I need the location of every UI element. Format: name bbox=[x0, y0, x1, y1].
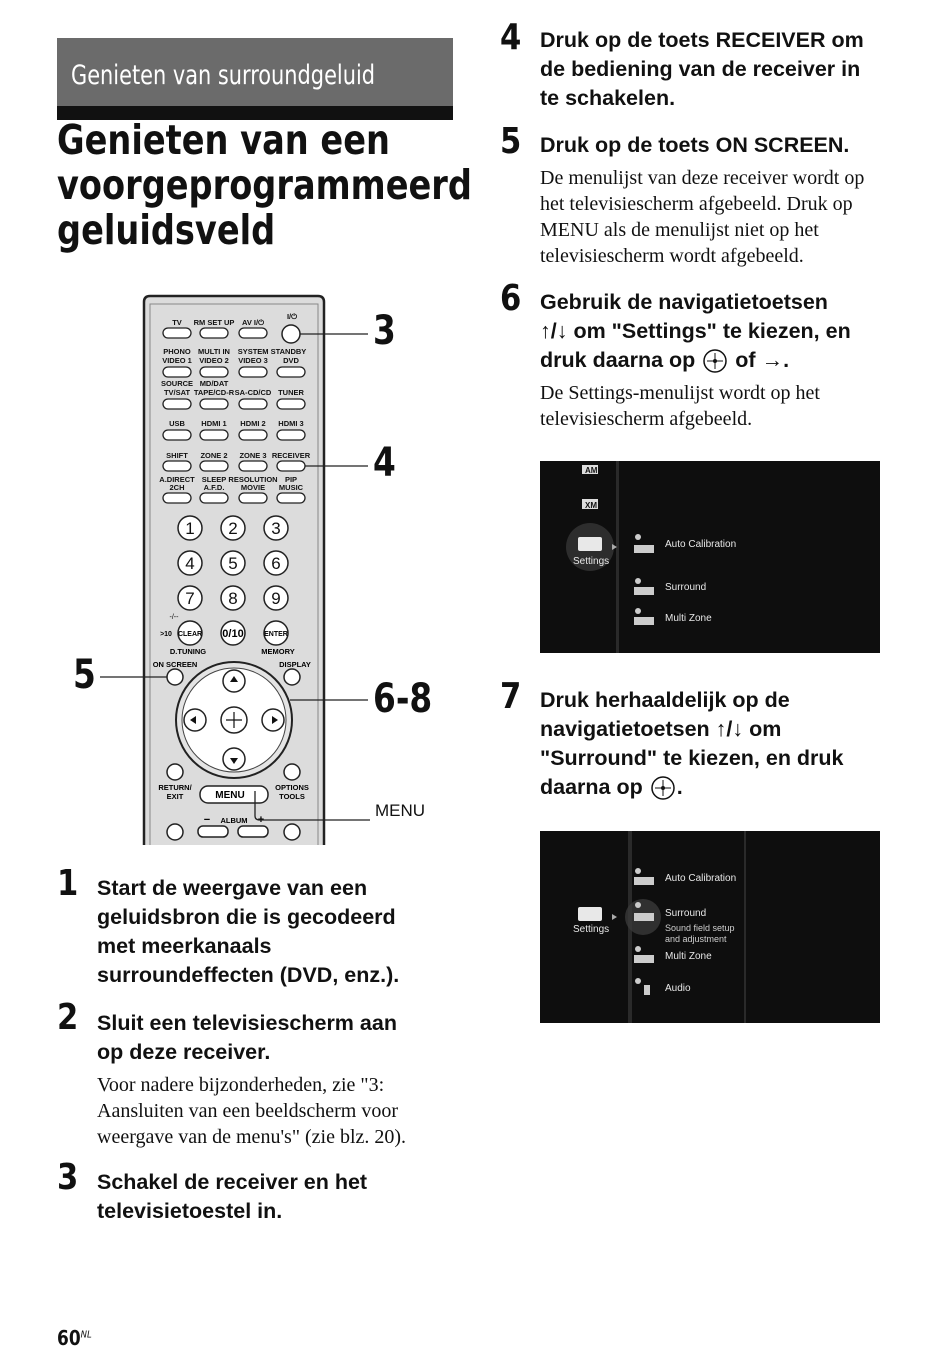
display-button bbox=[284, 669, 300, 685]
screen1-settings-label: Settings bbox=[573, 556, 610, 567]
remote-label-tvsat: TV/SAT bbox=[163, 388, 191, 397]
step-7-line: Druk herhaaldelijk op de bbox=[540, 688, 790, 712]
remote-label-exit: EXIT bbox=[166, 792, 184, 801]
multi-zone-icon bbox=[634, 617, 654, 625]
step-1-line: surroundeffecten (DVD, enz.). bbox=[97, 963, 400, 987]
remote-label-options: OPTIONS bbox=[275, 783, 309, 792]
screen1-xm-label: XM bbox=[585, 501, 597, 510]
remote-label-hdmi2: HDMI 2 bbox=[240, 419, 266, 428]
screen2-surround-description bbox=[665, 923, 735, 945]
digit-8: 8 bbox=[228, 589, 238, 608]
remote-label-display: DISPLAY bbox=[279, 660, 311, 669]
return-button bbox=[167, 764, 183, 780]
remote-label-tuner: TUNER bbox=[278, 388, 304, 397]
remote-label-dvd: DVD bbox=[283, 356, 299, 365]
auto-calibration-icon bbox=[634, 545, 654, 553]
step-2-body-line: Aansluiten van een beeldscherm voor bbox=[97, 1100, 399, 1122]
remote-label-gt10: >10 bbox=[160, 631, 172, 638]
nav-center-icon bbox=[701, 347, 729, 375]
settings-menu-screenshot bbox=[540, 461, 880, 653]
remote-label-menu: MENU bbox=[215, 790, 245, 801]
step-6-body-line: televisiescherm afgebeeld. bbox=[540, 408, 753, 430]
remote-label-album: ALBUM bbox=[220, 816, 248, 825]
page-number-value: 60 bbox=[57, 1326, 81, 1350]
remote-label-av-power: AV I/⏻ bbox=[241, 318, 265, 327]
section-header-bar bbox=[57, 38, 453, 120]
step-2-body bbox=[97, 1072, 457, 1150]
remote-label-video3: VIDEO 3 bbox=[238, 356, 268, 365]
step-5-number: 5 bbox=[500, 121, 522, 162]
surround-icon bbox=[634, 913, 654, 921]
step-1-line: met meerkanaals bbox=[97, 934, 272, 958]
step-6-text: of bbox=[735, 348, 756, 372]
step-4-line: te schakelen. bbox=[540, 86, 676, 110]
remote-label-system-standby: SYSTEM STANDBY bbox=[237, 347, 307, 356]
remote-label-pip: PIP bbox=[284, 475, 298, 484]
step-6-heading bbox=[540, 288, 910, 375]
step-2-number: 2 bbox=[57, 997, 79, 1038]
remote-label-afd: A.F.D. bbox=[203, 483, 225, 492]
page-number-suffix: NL bbox=[80, 1329, 92, 1341]
digit-3: 3 bbox=[271, 519, 281, 538]
section-title: Genieten van surroundgeluid bbox=[71, 60, 376, 91]
power-button bbox=[282, 325, 300, 343]
remote-label-memory: MEMORY bbox=[261, 647, 295, 656]
digit-4: 4 bbox=[185, 554, 195, 573]
step-1-line: geluidsbron die is gecodeerd bbox=[97, 905, 396, 929]
screen2-item-auto-calibration: Auto Calibration bbox=[665, 873, 737, 884]
remote-label-return: RETURN/ bbox=[158, 783, 192, 792]
step-6-line: ↑/↓ om "Settings" te kiezen, en bbox=[540, 319, 851, 343]
remote-label-phono: PHONO bbox=[163, 347, 191, 356]
remote-label-rmsetup: RM SET UP bbox=[193, 318, 235, 327]
callout-5: 5 bbox=[73, 652, 96, 698]
step-5-body bbox=[540, 165, 910, 269]
screen2-sub-line: Sound field setup bbox=[665, 923, 735, 933]
remote-label-usb: USB bbox=[169, 419, 185, 428]
remote-label-power: I/⏻ bbox=[286, 312, 298, 321]
remote-label-music: MUSIC bbox=[278, 483, 304, 492]
callout-6-8: 6-8 bbox=[373, 676, 433, 722]
remote-label-resolution: RESOLUTION bbox=[228, 475, 278, 484]
step-1-heading bbox=[97, 874, 457, 990]
step-7-text: . bbox=[676, 775, 683, 799]
remote-label-dtuning: D.TUNING bbox=[169, 647, 207, 656]
step-4-number: 4 bbox=[500, 17, 522, 58]
remote-label-2ch: 2CH bbox=[169, 483, 185, 492]
remote-label-hdmi1: HDMI 1 bbox=[201, 419, 227, 428]
remote-label-sacdcd: SA-CD/CD bbox=[234, 388, 272, 397]
remote-control-illustration bbox=[100, 290, 440, 850]
step-4-heading bbox=[540, 26, 910, 113]
step-4-line: Druk op de toets RECEIVER om bbox=[540, 28, 864, 52]
step-6-body-line: De Settings-menulijst wordt op het bbox=[540, 382, 820, 404]
remote-label-video1: VIDEO 1 bbox=[162, 356, 192, 365]
remote-label-zone2: ZONE 2 bbox=[200, 451, 228, 460]
step-2-line: op deze receiver. bbox=[97, 1040, 271, 1064]
step-6-line bbox=[540, 346, 910, 375]
title-line-1: Genieten van een bbox=[57, 116, 390, 164]
screen1-item-multi-zone: Multi Zone bbox=[665, 613, 712, 624]
nav-center-icon bbox=[649, 774, 677, 802]
title-line-2: voorgeprogrammeerd bbox=[57, 161, 472, 209]
step-5-heading: Druk op de toets ON SCREEN. bbox=[540, 133, 850, 157]
remote-label-movie: MOVIE bbox=[240, 483, 266, 492]
surround-menu-screenshot bbox=[540, 831, 880, 1023]
remote-label-tv: TV bbox=[172, 318, 182, 327]
remote-label-hdmi3: HDMI 3 bbox=[278, 419, 304, 428]
screen1-am-label: AM bbox=[585, 466, 598, 475]
remote-label-video2: VIDEO 2 bbox=[199, 356, 229, 365]
remote-label-mddat: MD/DAT bbox=[199, 379, 229, 388]
page-title bbox=[57, 116, 472, 254]
step-5-body-line: MENU als de menulijst niet op het bbox=[540, 219, 819, 241]
remote-label-010: 0/10 bbox=[222, 628, 244, 640]
callout-4: 4 bbox=[373, 440, 396, 486]
title-line-3: geluidsveld bbox=[57, 206, 276, 254]
step-4-line: de bediening van de receiver in bbox=[540, 57, 861, 81]
step-2-body-line: Voor nadere bijzonderheden, zie "3: bbox=[97, 1074, 385, 1096]
settings-toolbox-icon bbox=[578, 537, 602, 551]
audio-icon bbox=[644, 985, 650, 995]
step-3-heading bbox=[97, 1168, 457, 1226]
remote-label-onscreen: ON SCREEN bbox=[152, 660, 198, 669]
screen1-item-surround: Surround bbox=[665, 582, 707, 593]
remote-label-adirect: A.DIRECT bbox=[159, 475, 195, 484]
remote-label-tapecdr: TAPE/CD-R bbox=[193, 388, 235, 397]
screen2-item-audio: Audio bbox=[665, 983, 691, 994]
remote-label-enter: ENTER bbox=[264, 631, 288, 638]
step-5-body-line: televisiescherm wordt afgebeeld. bbox=[540, 245, 804, 267]
remote-label-zone3: ZONE 3 bbox=[239, 451, 267, 460]
digit-5: 5 bbox=[228, 554, 238, 573]
step-1-line: Start de weergave van een bbox=[97, 876, 368, 900]
callout-3: 3 bbox=[373, 308, 396, 354]
remote-label-clear: CLEAR bbox=[177, 631, 203, 638]
step-6-line: Gebruik de navigatietoetsen bbox=[540, 290, 828, 314]
step-3-number: 3 bbox=[57, 1157, 79, 1198]
digit-6: 6 bbox=[271, 554, 281, 573]
screen2-sub-line: and adjustment bbox=[665, 934, 727, 944]
digit-9: 9 bbox=[271, 589, 281, 608]
step-7-line: "Surround" te kiezen, en druk bbox=[540, 746, 844, 770]
remote-label-receiver: RECEIVER bbox=[271, 451, 311, 460]
page-number bbox=[57, 1326, 92, 1350]
surround-icon bbox=[634, 587, 654, 595]
step-6-text: →. bbox=[761, 348, 790, 372]
screen2-item-surround: Surround bbox=[665, 908, 707, 919]
remote-label-minus: − bbox=[203, 814, 211, 826]
options-button bbox=[284, 764, 300, 780]
step-3-line: televisietoestel in. bbox=[97, 1199, 283, 1223]
digit-1: 1 bbox=[185, 519, 195, 538]
remote-label-dash: -/-- bbox=[169, 614, 179, 621]
screen1-item-auto-calibration: Auto Calibration bbox=[665, 539, 737, 550]
step-6-body bbox=[540, 380, 910, 432]
auto-calibration-icon bbox=[634, 877, 654, 885]
step-6-text: druk daarna op bbox=[540, 348, 696, 372]
digit-7: 7 bbox=[185, 589, 195, 608]
remote-label-tools: TOOLS bbox=[279, 792, 305, 801]
step-7-heading bbox=[540, 686, 910, 802]
digit-2: 2 bbox=[228, 519, 238, 538]
step-2-heading bbox=[97, 1009, 457, 1067]
step-3-line: Schakel de receiver en het bbox=[97, 1170, 368, 1194]
step-2-body-line: weergave van de menu's" (zie blz. 20). bbox=[97, 1126, 407, 1148]
step-2-line: Sluit een televisiescherm aan bbox=[97, 1011, 397, 1035]
remote-label-shift: SHIFT bbox=[166, 451, 188, 460]
step-5-body-line: De menulijst van deze receiver wordt op bbox=[540, 167, 865, 189]
step-7-number: 7 bbox=[500, 676, 522, 717]
screen2-item-multi-zone: Multi Zone bbox=[665, 951, 712, 962]
settings-toolbox-icon bbox=[578, 907, 602, 921]
step-6-number: 6 bbox=[500, 278, 522, 319]
callout-menu: MENU bbox=[375, 801, 426, 820]
remote-label-multiin: MULTI IN bbox=[198, 347, 230, 356]
step-7-line bbox=[540, 773, 910, 802]
step-5-body-line: het televisiescherm afgebeeld. Druk op bbox=[540, 193, 853, 215]
multi-zone-icon bbox=[634, 955, 654, 963]
onscreen-button bbox=[167, 669, 183, 685]
step-7-line: navigatietoetsen ↑/↓ om bbox=[540, 717, 782, 741]
step-7-text: daarna op bbox=[540, 775, 643, 799]
step-1-number: 1 bbox=[57, 863, 79, 904]
screen2-settings-label: Settings bbox=[573, 924, 610, 935]
remote-label-sleep: SLEEP bbox=[201, 475, 227, 484]
remote-label-plus: + bbox=[257, 814, 265, 826]
remote-label-source: SOURCE bbox=[160, 379, 194, 388]
